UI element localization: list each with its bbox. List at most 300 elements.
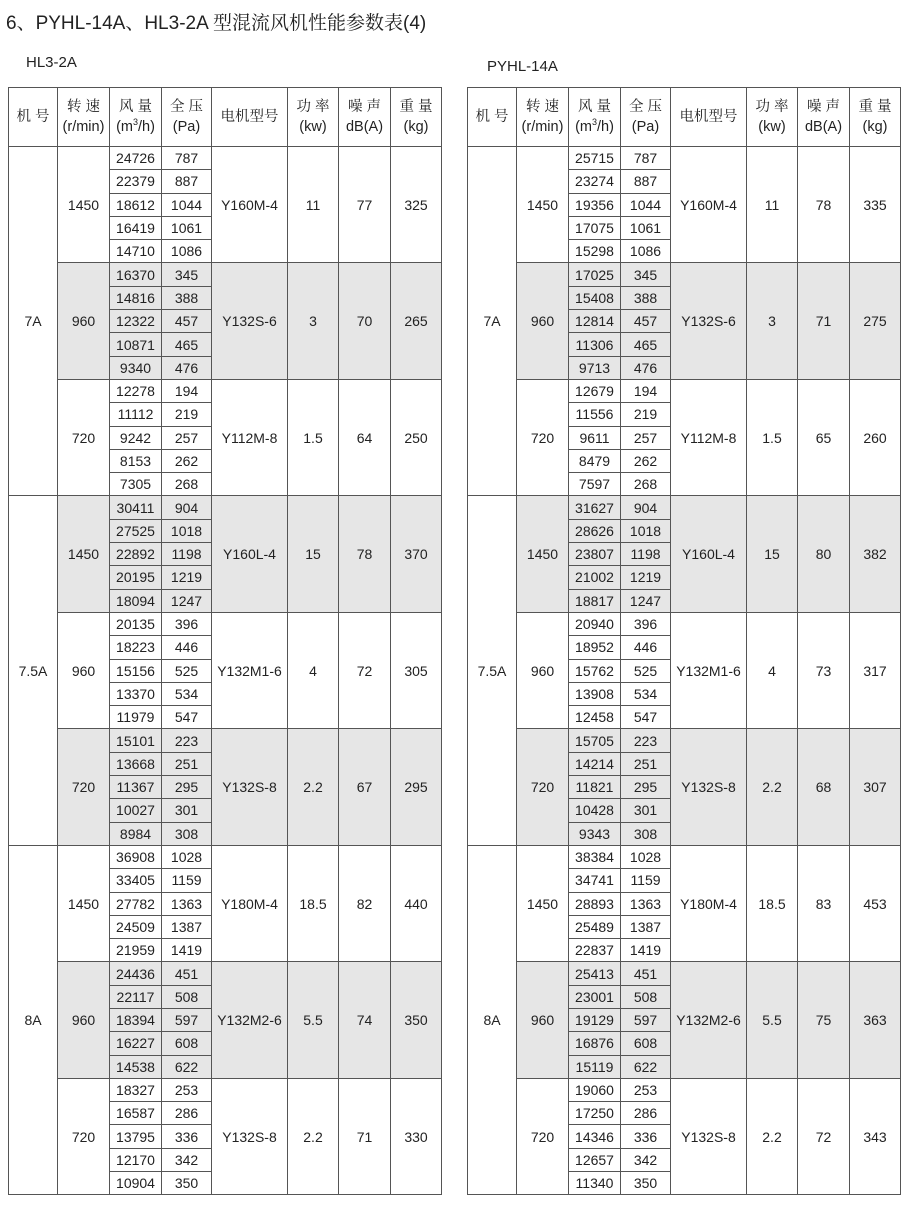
pressure-cell: 1219 [162,566,212,589]
flow-cell: 9713 [569,356,621,379]
header-noise [798,88,850,147]
spec-table [467,87,901,1195]
pressure-cell: 1387 [621,915,671,938]
pressure-cell: 286 [621,1102,671,1125]
speed-cell: 720 [517,729,569,845]
flow-cell: 12322 [110,310,162,333]
flow-cell: 23807 [569,543,621,566]
pressure-cell: 194 [621,379,671,402]
header-text: 转 速 [66,99,101,115]
motor-cell: Y132M2-6 [671,962,747,1078]
pressure-cell: 268 [162,473,212,496]
pressure-cell: 342 [621,1148,671,1171]
pressure-cell: 223 [162,729,212,752]
pressure-cell: 295 [162,776,212,799]
flow-cell: 25489 [569,915,621,938]
flow-cell: 13370 [110,682,162,705]
speed-cell: 1450 [58,496,110,612]
pressure-cell: 547 [621,706,671,729]
pressure-cell: 1247 [621,589,671,612]
header-text: /h) [138,119,155,135]
pressure-cell: 465 [162,333,212,356]
header-text: 重 量 [399,99,433,115]
weight-cell: 295 [391,729,442,845]
header-row [468,88,901,147]
flow-cell: 12278 [110,379,162,402]
noise-cell: 83 [798,845,850,961]
power-cell: 3 [288,263,339,379]
power-cell: 4 [747,612,798,728]
speed-cell: 960 [517,263,569,379]
header-text: 功 率 [755,99,789,115]
motor-cell: Y132S-6 [671,263,747,379]
flow-cell: 13908 [569,682,621,705]
weight-cell: 317 [850,612,901,728]
pressure-cell: 253 [621,1078,671,1101]
pressure-cell: 451 [162,962,212,985]
speed-cell: 1450 [58,147,110,263]
flow-cell: 9611 [569,426,621,449]
header-text: (Pa) [172,119,201,135]
flow-cell: 14710 [110,240,162,263]
table-right-subtitle: PYHL-14A [487,58,558,75]
header-text: (kw) [758,119,786,135]
flow-cell: 14214 [569,752,621,775]
flow-cell: 21959 [110,939,162,962]
header-text: (r/min) [521,119,564,135]
flow-cell: 10027 [110,799,162,822]
weight-cell: 330 [391,1078,442,1194]
flow-cell: 8153 [110,449,162,472]
weight-cell: 343 [850,1078,901,1194]
pressure-cell: 508 [621,985,671,1008]
flow-cell: 16227 [110,1032,162,1055]
noise-cell: 72 [798,1078,850,1194]
header-text: 噪 声 [347,99,382,115]
speed-cell: 720 [58,729,110,845]
pressure-cell: 1086 [621,240,671,263]
pressure-cell: 534 [162,682,212,705]
pressure-cell: 787 [162,147,212,170]
header-text: (kw) [299,119,327,135]
power-cell: 2.2 [288,729,339,845]
noise-cell: 64 [339,379,391,495]
flow-cell: 16876 [569,1032,621,1055]
flow-cell: 14816 [110,286,162,309]
pressure-cell: 1159 [162,869,212,892]
speed-cell: 960 [58,263,110,379]
pressure-cell: 1363 [162,892,212,915]
flow-cell: 18952 [569,636,621,659]
header-text: 风 量 [577,99,612,115]
flow-cell: 11821 [569,776,621,799]
speed-cell: 960 [517,612,569,728]
pressure-cell: 268 [621,473,671,496]
noise-cell: 78 [339,496,391,612]
pressure-cell: 301 [162,799,212,822]
pressure-cell: 194 [162,379,212,402]
flow-cell: 38384 [569,845,621,868]
table-row [468,263,901,286]
flow-cell: 15408 [569,286,621,309]
noise-cell: 77 [339,147,391,263]
pressure-cell: 608 [162,1032,212,1055]
motor-cell: Y132S-8 [671,729,747,845]
noise-cell: 78 [798,147,850,263]
pressure-cell: 1018 [162,519,212,542]
pressure-cell: 904 [162,496,212,519]
power-cell: 18.5 [747,845,798,961]
machine-no-cell: 7A [468,147,517,496]
power-cell: 3 [747,263,798,379]
spec-table [8,87,442,1195]
speed-cell: 1450 [517,496,569,612]
weight-cell: 350 [391,962,442,1078]
flow-cell: 10904 [110,1172,162,1195]
header-text: dB(A) [804,119,843,135]
pressure-cell: 396 [162,612,212,635]
noise-cell: 74 [339,962,391,1078]
noise-cell: 75 [798,962,850,1078]
flow-cell: 8479 [569,449,621,472]
weight-cell: 370 [391,496,442,612]
flow-cell: 11306 [569,333,621,356]
flow-cell: 18094 [110,589,162,612]
header-row [9,88,442,147]
flow-cell: 15705 [569,729,621,752]
speed-cell: 1450 [58,845,110,961]
table-row [468,612,901,635]
flow-cell: 16370 [110,263,162,286]
pressure-cell: 308 [621,822,671,845]
power-cell: 11 [288,147,339,263]
motor-cell: Y132S-8 [671,1078,747,1194]
motor-cell: Y132S-6 [212,263,288,379]
power-cell: 1.5 [288,379,339,495]
pressure-cell: 336 [162,1125,212,1148]
header-motor [212,88,288,147]
table-row [468,1078,901,1101]
pressure-cell: 251 [162,752,212,775]
flow-cell: 33405 [110,869,162,892]
flow-cell: 15101 [110,729,162,752]
speed-cell: 720 [58,379,110,495]
pressure-cell: 262 [621,449,671,472]
motor-cell: Y132S-8 [212,729,288,845]
header-machine-no [468,88,517,147]
motor-cell: Y160M-4 [212,147,288,263]
flow-cell: 9340 [110,356,162,379]
flow-cell: 14346 [569,1125,621,1148]
power-cell: 2.2 [288,1078,339,1194]
flow-cell: 36908 [110,845,162,868]
header-text: (m [575,119,592,135]
motor-cell: Y160L-4 [671,496,747,612]
header-weight [391,88,442,147]
header-text: 噪 声 [806,99,841,115]
pressure-cell: 1028 [162,845,212,868]
flow-cell: 20940 [569,612,621,635]
header-power [747,88,798,147]
pressure-cell: 446 [162,636,212,659]
power-cell: 5.5 [747,962,798,1078]
noise-cell: 70 [339,263,391,379]
header-pressure [162,88,212,147]
pressure-cell: 219 [162,403,212,426]
noise-cell: 82 [339,845,391,961]
header-speed [517,88,569,147]
flow-cell: 15119 [569,1055,621,1078]
power-cell: 15 [288,496,339,612]
weight-cell: 307 [850,729,901,845]
pressure-cell: 597 [621,1008,671,1031]
header-text: (r/min) [62,119,105,135]
power-cell: 15 [747,496,798,612]
machine-no-cell: 7.5A [9,496,58,845]
table-row [9,612,442,635]
flow-cell: 18327 [110,1078,162,1101]
weight-cell: 305 [391,612,442,728]
pressure-cell: 1419 [621,939,671,962]
machine-no-cell: 7A [9,147,58,496]
pressure-cell: 622 [162,1055,212,1078]
header-text: 功 率 [296,99,330,115]
pressure-cell: 350 [162,1172,212,1195]
flow-cell: 9343 [569,822,621,845]
weight-cell: 453 [850,845,901,961]
flow-cell: 25715 [569,147,621,170]
motor-cell: Y112M-8 [671,379,747,495]
pressure-cell: 257 [162,426,212,449]
table-left [8,87,442,1195]
table-row [468,729,901,752]
machine-no-cell: 8A [468,845,517,1194]
pressure-cell: 350 [621,1172,671,1195]
table-row [468,845,901,868]
flow-cell: 24436 [110,962,162,985]
flow-cell: 7597 [569,473,621,496]
pressure-cell: 1198 [162,543,212,566]
page-title: 6、PYHL-14A、HL3-2A 型混流风机性能参数表(4) [6,13,427,34]
table-row [468,379,901,402]
flow-cell: 12814 [569,310,621,333]
flow-cell: 28626 [569,519,621,542]
flow-cell: 13795 [110,1125,162,1148]
table-row [9,962,442,985]
speed-cell: 1450 [517,845,569,961]
flow-cell: 20195 [110,566,162,589]
flow-cell: 15762 [569,659,621,682]
pressure-cell: 219 [621,403,671,426]
pressure-cell: 342 [162,1148,212,1171]
header-flow [110,88,162,147]
flow-cell: 11340 [569,1172,621,1195]
header-speed [58,88,110,147]
weight-cell: 335 [850,147,901,263]
header-weight [850,88,901,147]
pressure-cell: 1247 [162,589,212,612]
flow-cell: 23274 [569,170,621,193]
pressure-cell: 457 [162,310,212,333]
pressure-cell: 887 [162,170,212,193]
flow-cell: 8984 [110,822,162,845]
flow-cell: 12458 [569,706,621,729]
flow-cell: 10428 [569,799,621,822]
header-text: (m [116,119,133,135]
speed-cell: 720 [58,1078,110,1194]
header-text: 电机型号 [220,109,279,125]
table-row [9,263,442,286]
flow-cell: 13668 [110,752,162,775]
flow-cell: 11112 [110,403,162,426]
flow-cell: 15156 [110,659,162,682]
header-text: (kg) [403,119,429,135]
pressure-cell: 1159 [621,869,671,892]
header-text: 机 号 [475,109,509,125]
flow-cell: 22837 [569,939,621,962]
flow-cell: 17025 [569,263,621,286]
header-text: 全 压 [628,99,663,115]
motor-cell: Y132S-8 [212,1078,288,1194]
weight-cell: 440 [391,845,442,961]
table-row [9,729,442,752]
motor-cell: Y112M-8 [212,379,288,495]
pressure-cell: 525 [162,659,212,682]
header-text: 电机型号 [679,109,738,125]
weight-cell: 260 [850,379,901,495]
pressure-cell: 396 [621,612,671,635]
flow-cell: 12679 [569,379,621,402]
flow-cell: 22379 [110,170,162,193]
pressure-cell: 608 [621,1032,671,1055]
speed-cell: 1450 [517,147,569,263]
pressure-cell: 251 [621,752,671,775]
pressure-cell: 1061 [162,216,212,239]
pressure-cell: 1044 [621,193,671,216]
pressure-cell: 465 [621,333,671,356]
flow-cell: 20135 [110,612,162,635]
pressure-cell: 308 [162,822,212,845]
pressure-cell: 253 [162,1078,212,1101]
noise-cell: 72 [339,612,391,728]
flow-cell: 16587 [110,1102,162,1125]
speed-cell: 720 [517,1078,569,1194]
noise-cell: 71 [798,263,850,379]
pressure-cell: 547 [162,706,212,729]
header-machine-no [9,88,58,147]
flow-cell: 19356 [569,193,621,216]
pressure-cell: 887 [621,170,671,193]
pressure-cell: 476 [162,356,212,379]
noise-cell: 71 [339,1078,391,1194]
pressure-cell: 1198 [621,543,671,566]
flow-cell: 22117 [110,985,162,1008]
flow-cell: 27525 [110,519,162,542]
flow-cell: 21002 [569,566,621,589]
pressure-cell: 223 [621,729,671,752]
pressure-cell: 534 [621,682,671,705]
flow-cell: 18223 [110,636,162,659]
weight-cell: 265 [391,263,442,379]
pressure-cell: 1061 [621,216,671,239]
pressure-cell: 388 [621,286,671,309]
pressure-cell: 457 [621,310,671,333]
header-motor [671,88,747,147]
flow-cell: 22892 [110,543,162,566]
flow-cell: 7305 [110,473,162,496]
motor-cell: Y160M-4 [671,147,747,263]
header-text: dB(A) [345,119,384,135]
weight-cell: 325 [391,147,442,263]
pressure-cell: 345 [621,263,671,286]
header-pressure [621,88,671,147]
noise-cell: 68 [798,729,850,845]
pressure-cell: 1219 [621,566,671,589]
motor-cell: Y132M2-6 [212,962,288,1078]
power-cell: 1.5 [747,379,798,495]
motor-cell: Y180M-4 [212,845,288,961]
weight-cell: 250 [391,379,442,495]
flow-cell: 34741 [569,869,621,892]
pressure-cell: 301 [621,799,671,822]
flow-cell: 19129 [569,1008,621,1031]
machine-no-cell: 8A [9,845,58,1194]
flow-cell: 19060 [569,1078,621,1101]
noise-cell: 80 [798,496,850,612]
table-row [9,147,442,170]
machine-no-cell: 7.5A [468,496,517,845]
pressure-cell: 1387 [162,915,212,938]
flow-cell: 24726 [110,147,162,170]
pressure-cell: 622 [621,1055,671,1078]
flow-cell: 9242 [110,426,162,449]
pressure-cell: 446 [621,636,671,659]
header-text: 转 速 [525,99,560,115]
flow-cell: 30411 [110,496,162,519]
table-right [467,87,901,1195]
pressure-cell: 1028 [621,845,671,868]
flow-cell: 15298 [569,240,621,263]
noise-cell: 65 [798,379,850,495]
flow-cell: 12657 [569,1148,621,1171]
flow-cell: 24509 [110,915,162,938]
flow-cell: 14538 [110,1055,162,1078]
pressure-cell: 257 [621,426,671,449]
table-left-subtitle: HL3-2A [26,54,77,71]
pressure-cell: 388 [162,286,212,309]
flow-cell: 28893 [569,892,621,915]
flow-cell: 17075 [569,216,621,239]
noise-cell: 67 [339,729,391,845]
pressure-cell: 525 [621,659,671,682]
flow-cell: 27782 [110,892,162,915]
speed-cell: 960 [58,612,110,728]
flow-cell: 11556 [569,403,621,426]
weight-cell: 363 [850,962,901,1078]
flow-cell: 11979 [110,706,162,729]
speed-cell: 720 [517,379,569,495]
pressure-cell: 1044 [162,193,212,216]
header-unit-superscript: 3 [132,117,138,128]
header-text: (Pa) [631,119,660,135]
flow-cell: 31627 [569,496,621,519]
header-power [288,88,339,147]
table-row [9,379,442,402]
pressure-cell: 1086 [162,240,212,263]
table-row [9,845,442,868]
flow-cell: 16419 [110,216,162,239]
pressure-cell: 345 [162,263,212,286]
